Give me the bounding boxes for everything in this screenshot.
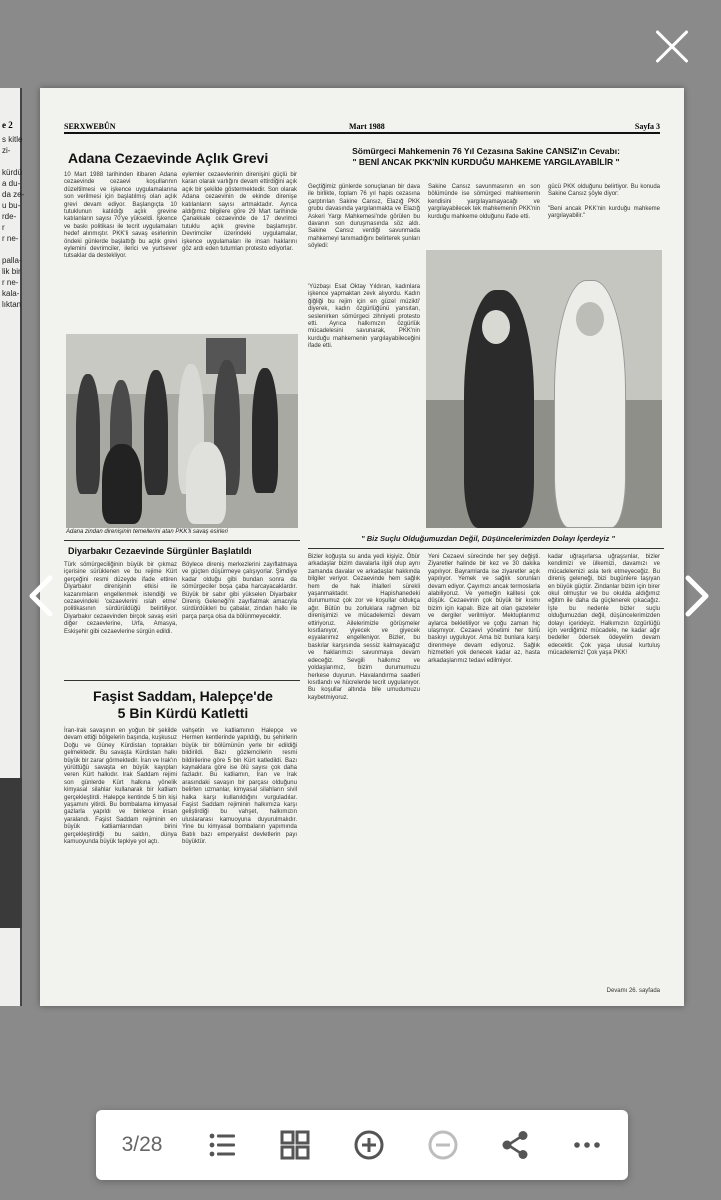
article-diyarbakir-column-1: Türk sömürgeciliğinin büyük bir çıkmaz içerisine sürüklenen ve bu rejime Kürt gerçeğini resmi düzeyde ifade ettiren Diyarbakır direnişinin etkisi ile kazanımların engellenmek istendiği ve cezaevindeki 'cezaevlerini ıslah etme' politikasının sürdürüldüğü belirtiliyor. Diyarbakır cezaevinden birçok savaş esiri diğer cezaevlerine, Urfa, Amasya, Eskişehir gibi cezaevlerine sürgün edildi. <box>64 562 177 635</box>
previous-page-number: e 2 <box>2 120 13 130</box>
close-button[interactable] <box>653 28 691 66</box>
table-of-contents-button[interactable] <box>202 1124 244 1166</box>
document-page <box>40 88 684 1006</box>
article-title-adana: Adana Cezaevinde Açlık Grevi <box>68 150 269 166</box>
zoom-out-icon <box>427 1129 459 1161</box>
article-halepce-column-2: vahşetin ve katliamının Halepçe ve Hermen kentlerinde yapıldığı, bu şehirlerin büyük bir bölümünün yerle bir edildiği bildirildi. Bazı gözlemcilerin resmi bildirilerine göre 5 bin Kürt katledildi. Bazı kaynaklara göre ise ölü sayısı çok daha fazladır. Bu katliamın, İran ve Irak arasındaki savaşın bir parçası olduğunu belirten uzmanlar, kimyasal silahların sivil halka karşı kullanıldığını vurguladılar. Faşist Saddam rejiminin halkımıza karşı geliştirdiği bu vahşet, halkımızın uluslararası kamuoyuna duyurulmalıdır. Yine bu kimyasal bombaların yapımında Batılı bazı emperyalist devletlerin payı büyüktür. <box>182 728 297 846</box>
article-sakine-column-1: Geçtiğimiz günlerde sonuçlanan bir dava ile birlikte, toplam 76 yıl hapis cezasına çarptırılan Sakine Cansız, Elazığ PKK grubu davasında yargılanmakta ve Elazığ Askeri Yargı Mahkemesi'nde görülen bu davanın son duruşmasında söz aldı. Sakine Cansız verdiği savunmada mahkemeyi tanımadığını belirterek şunları söyledi: <box>308 184 420 250</box>
share-icon <box>499 1129 531 1161</box>
article-sakine-column-2: Sakine Cansız savunmasının en son bölümünde ise sömürgeci mahkemenin kendisini yargılayamayacağı ve yargılayabilecek tek mahkemenin PKK'nin kurduğu mahkeme olduğunu ifade etti. <box>428 184 540 220</box>
newspaper-masthead <box>64 120 660 134</box>
group-photo-caption: Adana zindan direnişinin temellerini atan PKK'li savaş esirleri <box>66 529 228 535</box>
article-sakine-column-3-quote: "Beni ancak PKK'nin kurduğu mahkeme yargılayabilir." <box>548 206 660 220</box>
divider <box>308 548 664 549</box>
list-icon <box>207 1129 239 1161</box>
divider <box>64 540 300 541</box>
article-lower-column-2: Yeni Cezaevi sürecinde her şey değişti. Ziyaretler halinde bir kez ve 30 dakika yapılıyor. Bayramlarda ise ziyaretler açık yapılıyor. Yemek ve sağlık sorunları devam ediyor. Çayımızı ancak termoslarla alabiliyoruz. Ve yemeğin kalitesi çok düşük. Cezaevinin çok büyük bir kısmı bizim için kapalı. Bize ait olan gazeteler ve dergiler verilmiyor. Mektuplarımız aylarca bekletiliyor ve çoğu zaman hiç ulaşmıyor. Cezaevi yönetimi her türlü baskıyı uyguluyor. Ama biz bunlara karşı direnmeye devam ediyoruz. Sağlık hizmetleri yok denecek kadar az, hasta arkadaşlarımız tedavi edilmiyor. <box>428 554 540 664</box>
group-photo <box>66 334 298 528</box>
masthead-publication: SERXWEBÛN <box>64 122 116 131</box>
zoom-in-icon <box>353 1129 385 1161</box>
article-title-sakine-line-1: Sömürgeci Mahkemenin 76 Yıl Cezasına Sakine CANSIZ'ın Cevabı: <box>352 146 620 156</box>
article-sakine-quote: 'Yüzbaşı Esat Oktay Yıldıran, kadınlara işkence yapmaktan zevk alıyordu. Kadın ğiğliği bu rejim için en güzel müzikti' diyerek, kadın özgürlüğünü yansıtan, seslenirken sömürgeci zihniyeti protesto etti. Ayrıca halkımızın özgürlük mücadelesini savunarak, PKK'nin kurduğu mahkemenin yargılayabileceğini ifade etti. <box>308 284 420 350</box>
article-halepce-column-1: İran-Irak savaşının en yoğun bir şekilde devam ettiği bölgelerin başında, kuşkusuz Doğu ve Güney Kürdistan toprakları gelmektedir. Bu savaşta Kürdistan halkı büyük bir zarar görmektedir. İran ve Irak'ın yürüttüğü savaşta en büyük kayıpları veren Kürt halkıdır. Irak Saddam rejimi son günlerde Kürt halkına yönelik kimyasal silahlar kullanarak bir katliam gerçekleştirdi. Halepçe kentinde 5 bin kişi yaşamını yitirdi. Bu bombalama kimyasal gazlarla yapıldı ve binlerce insan yaralandı. Faşist Saddam rejiminin en büyük katliamlarından birini gerçekleştirdiği bu saldırı, dünya kamuoyunda büyük tepkiye yol açtı. <box>64 728 177 846</box>
masthead-page-number: Sayfa 3 <box>634 122 660 131</box>
article-adana-column-2: eylemler cezaevlerinin direnişini güçlü bir kararı olarak varlığını devam ettirdiğini açık açık bir şekilde göstermektedir. Son olarak Adana cezaevinin de ekinde direnişe katılanların sayısı artmaktadır. Ayrıca aldığımız bilgilere göre 29 Mart tarihinde Çanakkale cezaevinde de 17 devrimci tutuklu açlık grevine başlamıştır. Devrimciler üzerindeki uygulamalar, işkence uygulamaları ile insan haklarını göz ardı eden tutumları protesto ediyorlar. <box>182 172 297 253</box>
continued-note: Devamı 26. sayfada <box>606 988 660 994</box>
article-title-halepce-line-2: 5 Bin Kürdü Katletti <box>117 705 249 721</box>
previous-page-preview <box>0 88 25 1006</box>
portrait-photo-caption: " Biz Suçlu Olduğumuzdan Değil, Düşüncelerimizden Dolayı İçerdeyiz " <box>361 534 615 543</box>
thumbnail-grid-button[interactable] <box>274 1124 316 1166</box>
share-button[interactable] <box>494 1124 536 1166</box>
article-sakine-column-3: gücü PKK olduğunu belirtiyor. Bu konuda Sakine Cansız şöyle diyor: <box>548 184 660 198</box>
chevron-left-icon <box>22 572 62 620</box>
viewer-toolbar <box>96 1110 628 1180</box>
more-options-button[interactable] <box>566 1124 608 1166</box>
article-title-sakine-cansiz <box>308 146 664 168</box>
page-counter: 3/28 <box>121 1133 163 1156</box>
previous-page-text: s kitle zi- kürdü a du- da ze- u bu- rde- r r ne- palla- lik bir r ne- kala- lıktan <box>2 135 25 309</box>
zoom-in-button[interactable] <box>348 1124 390 1166</box>
divider <box>64 680 300 681</box>
article-title-halepce <box>64 688 302 722</box>
zoom-out-button[interactable] <box>422 1124 464 1166</box>
article-lower-column-1: Bizler koğuşta su anda yedi kişiyiz. Öbür arkadaşlar bizim davalarla ilgili olup aynı zamanda davalar ve arkadaşlar hakkında bilgiler veriyor. Cezaevinde hem sağlık hem de hak ihlalleri sürekli yaşanmaktadır. Hapishanedeki durumumuz çok zor ve koşullar oldukça ağır. Bütün bu zorluklara rağmen biz direnişimizi ve mücadelemizi devam ettiriyoruz. Ailelerimizle görüşmeler kısıtlanıyor, yiyecek ve giyecek eşyalarımız engelleniyor. Bizler, bu baskılar karşısında sessiz kalmayacağız ve haklarımızı savunmaya devam edeceğiz. Sevgili halkımız ve yoldaşlarımız, bizim durumumuzu herkese duyurun. Havalandırma saatleri kısıtlandı ve hücrelerde tecrit uygulanıyor. Bu koşullar altında bile umudumuzu kaybetmiyoruz. <box>308 554 420 701</box>
article-title-sakine-line-2: " BENİ ANCAK PKK'NİN KURDUĞU MAHKEME YARGILAYABİLİR " <box>352 157 620 167</box>
article-title-diyarbakir: Diyarbakır Cezaevinde Sürgünler Başlatıldı <box>68 546 252 556</box>
next-page-button[interactable] <box>678 572 718 620</box>
previous-page-photo <box>0 778 22 928</box>
grid-icon <box>279 1129 311 1161</box>
masthead-date: Mart 1988 <box>349 122 385 131</box>
portrait-photo <box>426 250 662 528</box>
article-lower-column-3: kadar uğraşırlarsa uğraşsınlar, bizler kendimizi ve ülkemizi, davamızı ve mücadelemizi asla terk etmeyeceğiz. Bu direniş geleneği, bizi bugünlere taşıyan en büyük güçtür. Zindanlar bizim için birer okul olmuştur ve bu okulda aldığımız eğitim ile daha da güçlenerek çıkacağız. İşte bu nedenle bizler suçlu olduğumuzdan değil, düşüncelerimizden dolayı içerideyiz. Halkımızın özgürlüğü için verdiğimiz mücadele, ne kadar ağır bedeller ödersek ödeyelim devam edecektir. Çok yaşa ulusal kurtuluş mücadelemiz! Çok yaşa PKK! <box>548 554 660 657</box>
article-diyarbakir-column-2: Böylece direniş merkezlerini zayıflatmaya ve güçten düşürmeye çalışıyorlar. Şimdiye kadar olduğu gibi bundan sonra da sömürgeciler boşa çaba harcayacaklardır. Büyük bir sabır gibi yükselen Diyarbakır Direniş Geleneği'ni zayıflatmak amacıyla sürdürdükleri bu çabalar, zindan halkı ile parça parça olsa da bölünmeyecektir. <box>182 562 297 620</box>
article-title-halepce-line-1: Faşist Saddam, Halepçe'de <box>93 688 273 704</box>
more-icon <box>571 1129 603 1161</box>
previous-page-button[interactable] <box>22 572 62 620</box>
chevron-right-icon <box>678 572 718 620</box>
article-adana-column-1: 10 Mart 1988 tarihinden itibaren Adana cezaevinde cezaevi koşullarının düzeltilmesi ve işkence uygulamalarına son verilmesi için başlatılmış olan açlık grevi devam ediyor. Başlangıçta 10 tutuklunun katıldığı açlık grevine katılanların sayısı 70'ye yükseldi. İşkence ve baskı politikası ile tecrit uygulamaları hedef alınmıştır. PKK'li savaş esirlerinin öndeki günlerde başlattığı bu açlık grevi eylemini devrimciler, ilerici ve yurtsever tutsaklar da destekliyor. <box>64 172 177 260</box>
